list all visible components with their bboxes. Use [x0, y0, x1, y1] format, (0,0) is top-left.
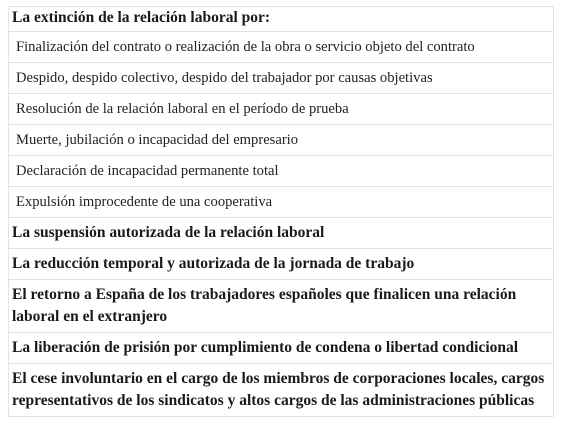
sub-item: Declaración de incapacidad permanente total	[9, 156, 554, 187]
section-heading: La liberación de prisión por cumplimiento de condena o libertad condicional	[9, 333, 554, 364]
section-heading: El cese involuntario en el cargo de los miembros de corporaciones locales, cargos representativos de los sindicatos y altos cargos de las administraciones públicas	[9, 364, 554, 417]
table-row	[9, 364, 554, 417]
sub-item: Finalización del contrato o realización de la obra o servicio objeto del contrato	[9, 32, 554, 63]
intro-heading: La extinción de la relación laboral por:	[9, 7, 554, 32]
sub-item: Despido, despido colectivo, despido del trabajador por causas objetivas	[9, 63, 554, 94]
table-row	[9, 32, 554, 63]
section-heading: La suspensión autorizada de la relación laboral	[9, 218, 554, 249]
table-row	[9, 333, 554, 364]
sub-item: Muerte, jubilación o incapacidad del empresario	[9, 125, 554, 156]
table-row	[9, 94, 554, 125]
table-row	[9, 156, 554, 187]
table-row	[9, 218, 554, 249]
table-row	[9, 63, 554, 94]
table-row	[9, 187, 554, 218]
table-row	[9, 249, 554, 280]
table-row	[9, 280, 554, 333]
sub-item: Resolución de la relación laboral en el período de prueba	[9, 94, 554, 125]
table-row	[9, 7, 554, 32]
legal-situations-table	[8, 6, 554, 417]
sub-item: Expulsión improcedente de una cooperativa	[9, 187, 554, 218]
section-heading: La reducción temporal y autorizada de la jornada de trabajo	[9, 249, 554, 280]
section-heading: El retorno a España de los trabajadores españoles que finalicen una relación laboral en el extranjero	[9, 280, 554, 333]
table-row	[9, 125, 554, 156]
